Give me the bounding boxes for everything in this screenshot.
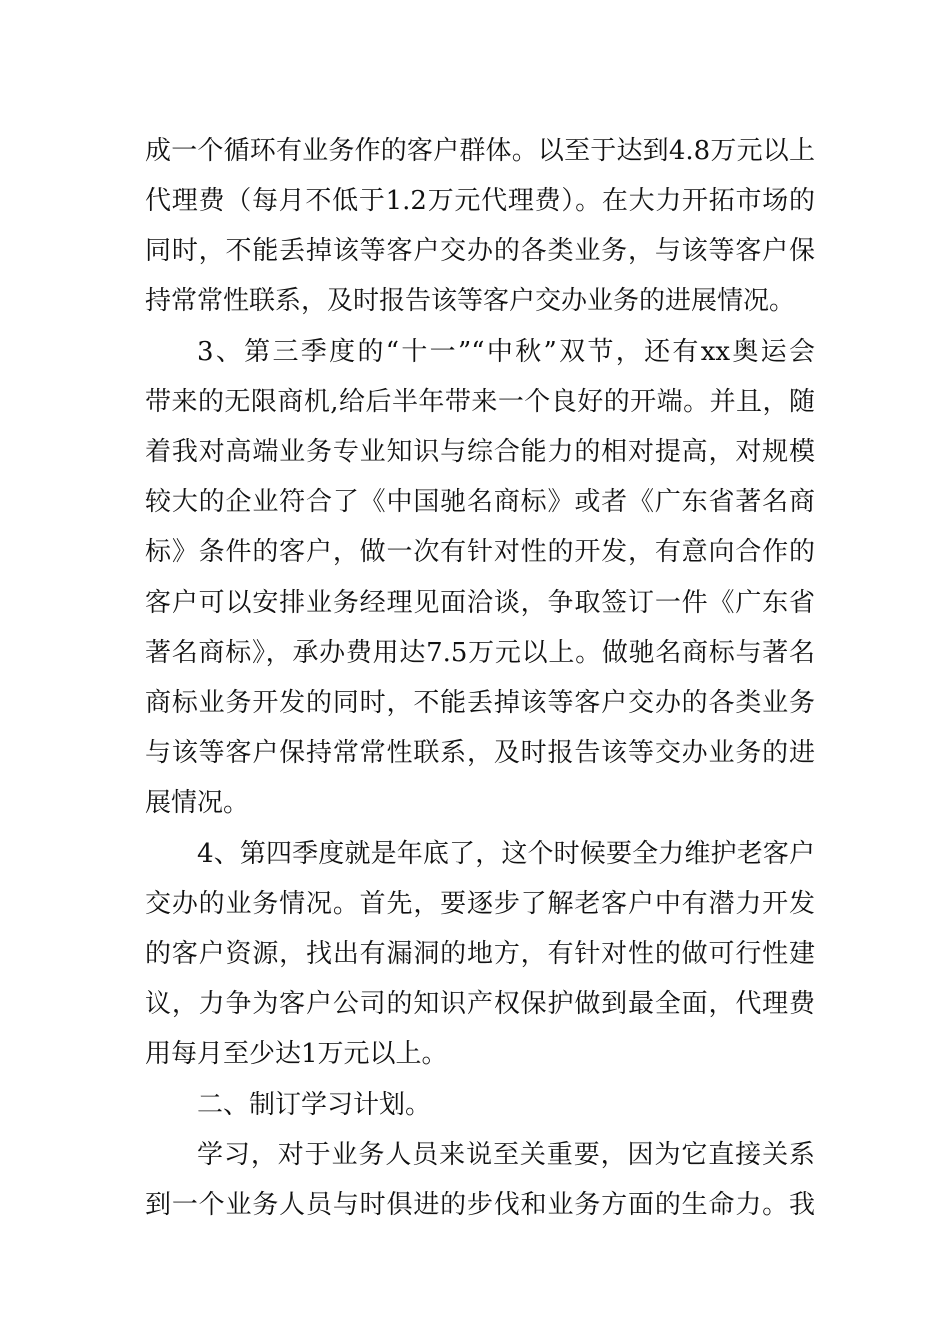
paragraph-line: 带来的无限商机,给后半年带来一个良好的开端。并且，随 (145, 387, 815, 417)
paragraph-line: 的客户资源，找出有漏洞的地方，有针对性的做可行性建 (145, 939, 815, 969)
paragraph-line: 商标业务开发的同时，不能丢掉该等客户交办的各类业务 (145, 688, 815, 718)
paragraph-line: 3、第三季度的“十一”“中秋”双节，还有xx奥运会 (197, 337, 815, 367)
paragraph-line: 与该等客户保持常常性联系，及时报告该等交办业务的进 (145, 738, 815, 768)
paragraph-line: 展情况。 (145, 788, 250, 818)
paragraph-line: 成一个循环有业务作的客户群体。以至于达到4.8万元以上 (145, 136, 815, 166)
paragraph-line: 客户可以安排业务经理见面洽谈，争取签订一件《广东省 (145, 588, 815, 618)
paragraph-line: 议，力争为客户公司的知识产权保护做到最全面，代理费 (145, 989, 815, 1019)
paragraph-line: 持常常性联系，及时报告该等客户交办业务的进展情况。 (145, 286, 796, 316)
paragraph-line: 同时，不能丢掉该等客户交办的各类业务，与该等客户保 (145, 236, 815, 266)
paragraph-line: 到一个业务人员与时俱进的步伐和业务方面的生命力。我 (145, 1190, 815, 1220)
paragraph-line: 代理费（每月不低于1.2万元代理费）。在大力开拓市场的 (145, 186, 815, 216)
paragraph-line: 着我对高端业务专业知识与综合能力的相对提高，对规模 (145, 437, 815, 467)
section-heading: 二、制订学习计划。 (197, 1090, 432, 1120)
paragraph-line: 著名商标》，承办费用达7.5万元以上。做驰名商标与著名 (145, 638, 815, 668)
paragraph-line: 标》条件的客户，做一次有针对性的开发，有意向合作的 (145, 537, 815, 567)
paragraph-line: 4、第四季度就是年底了，这个时候要全力维护老客户 (197, 839, 815, 869)
paragraph-line: 交办的业务情况。首先，要逐步了解老客户中有潜力开发 (145, 889, 815, 919)
paragraph-line: 学习，对于业务人员来说至关重要，因为它直接关系 (197, 1140, 815, 1170)
paragraph-line: 用每月至少达1万元以上。 (145, 1039, 448, 1069)
paragraph-line: 较大的企业符合了《中国驰名商标》或者《广东省著名商 (145, 487, 815, 517)
